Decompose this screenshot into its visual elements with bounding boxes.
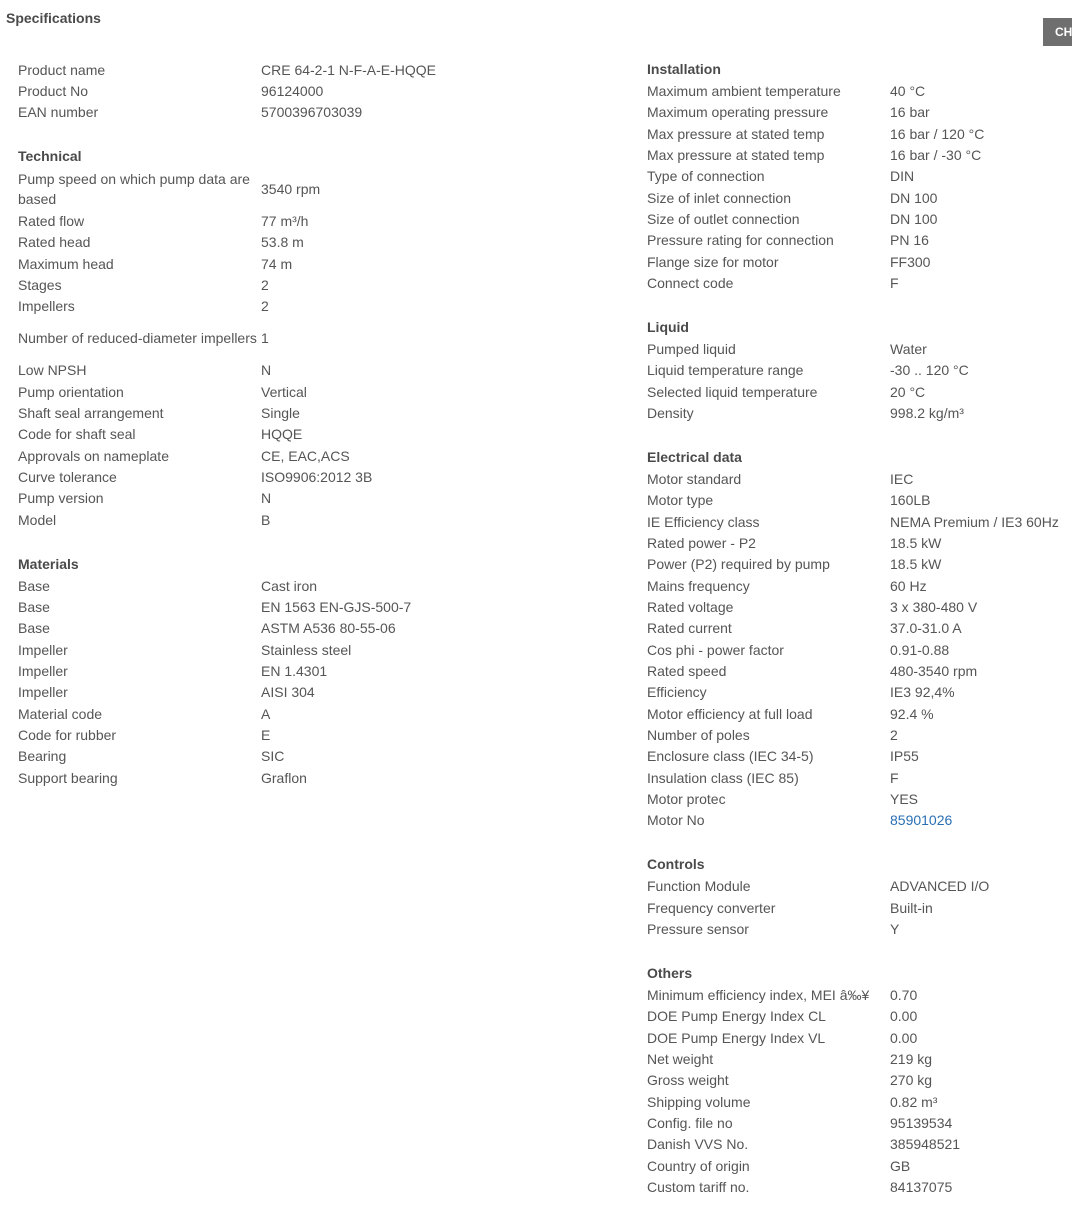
spec-value: 20 °C [890,383,926,400]
spec-row [18,102,458,123]
spec-row [647,810,1072,831]
spec-label: Pressure sensor [647,920,749,937]
spec-label: Rated current [647,620,732,637]
spec-label: Rated flow [18,212,85,229]
spec-label: Efficiency [647,684,707,701]
spec-label: EAN number [18,104,99,121]
spec-row [18,168,458,211]
spec-row [647,251,1072,272]
spec-label: Product No [18,83,89,100]
spec-value: Graflon [261,769,307,786]
spec-row [18,746,458,767]
spec-label: Insulation class (IEC 85) [647,769,799,786]
spec-value: 3 x 380-480 V [890,598,978,615]
spec-value: 77 m³/h [261,212,309,229]
spec-row [18,80,458,101]
spec-section-installation [647,59,1072,294]
spec-label: Size of outlet connection [647,211,800,228]
spec-label: Mains frequency [647,577,750,594]
spec-label: Approvals on nameplate [18,447,169,464]
spec-row [647,208,1072,229]
spec-value: 0.00 [890,1029,918,1046]
spec-value: ISO9906:2012 3B [261,469,373,486]
page-title: Specifications [6,10,101,26]
spec-label: Pumped liquid [647,340,736,357]
spec-value: 92.4 % [890,705,934,722]
spec-row [18,210,458,231]
spec-row [647,1112,1072,1133]
spec-label: Model [18,511,57,528]
spec-row [647,1048,1072,1069]
section-title: Others [647,964,693,981]
spec-row [647,554,1072,575]
spec-value: SIC [261,748,285,765]
spec-value: DN 100 [890,211,938,228]
spec-value: 53.8 m [261,234,304,251]
spec-value: Single [261,405,300,422]
spec-value: YES [890,791,919,808]
spec-label: Motor efficiency at full load [647,705,813,722]
spec-value: GB [890,1157,911,1174]
spec-value: IP55 [890,748,919,765]
spec-value: 480-3540 rpm [890,662,978,679]
spec-label: Shipping volume [647,1093,751,1110]
spec-row [647,402,1072,423]
spec-row [18,639,458,660]
spec-label: Frequency converter [647,899,776,916]
section-title: Technical [18,148,82,165]
spec-row [647,918,1072,939]
spec-label: Motor protec [647,791,726,808]
spec-label: Base [18,577,50,594]
spec-value: DIN [890,168,915,185]
spec-row [18,724,458,745]
spec-row [647,1070,1072,1091]
spec-row [18,488,458,509]
spec-section-technical [18,146,458,530]
spec-value: PN 16 [890,232,929,249]
spec-value: 160LB [890,492,931,509]
spec-label: Motor No [647,812,705,829]
spec-value: DN 100 [890,189,938,206]
spec-label: DOE Pump Energy Index CL [647,1008,826,1025]
spec-row [647,1155,1072,1176]
spec-row [647,788,1072,809]
spec-value: E [261,727,271,744]
spec-row [647,703,1072,724]
spec-row [647,166,1072,187]
spec-label: Pump version [18,490,104,507]
spec-label: Support bearing [18,769,118,786]
spec-value: IE3 92,4% [890,684,955,701]
spec-row [647,984,1072,1005]
spec-label: Base [18,598,50,615]
spec-row [647,767,1072,788]
spec-label: Net weight [647,1050,714,1067]
spec-value: 18.5 kW [890,534,942,551]
spec-value: 1 [261,330,269,347]
spec-value: 3540 rpm [261,180,321,197]
right-spec-column [647,59,1072,1221]
spec-value: N [261,490,272,507]
spec-label: Low NPSH [18,362,87,379]
spec-value: 998.2 kg/m³ [890,405,964,422]
spec-label: Rated speed [647,662,727,679]
spec-row [18,509,458,530]
spec-value: 2 [261,298,269,315]
spec-label: Density [647,405,694,422]
spec-section-electrical-data [647,447,1072,831]
spec-value: 16 bar / -30 °C [890,147,982,164]
spec-label: Config. file no [647,1114,733,1131]
spec-value: B [261,511,271,528]
spec-label: Impeller [18,662,68,679]
spec-row [647,724,1072,745]
spec-row [18,445,458,466]
spec-row [18,660,458,681]
spec-value: CE, EAC,ACS [261,447,350,464]
spec-row [647,660,1072,681]
spec-label: Rated voltage [647,598,734,615]
spec-value: FF300 [890,253,931,270]
spec-value: HQQE [261,426,303,443]
spec-value: IEC [890,470,914,487]
spec-label: Rated head [18,234,91,251]
spec-value: Water [890,340,927,357]
spec-label: Curve tolerance [18,469,117,486]
spec-label: Power (P2) required by pump [647,556,830,573]
spec-label: Code for rubber [18,727,117,744]
spec-value: 96124000 [261,83,324,100]
spec-value: 2 [890,727,898,744]
spec-row [647,1176,1072,1197]
spec-value: ADVANCED I/O [890,878,990,895]
spec-row [647,511,1072,532]
spec-label: Bearing [18,748,67,765]
spec-value: Cast iron [261,577,318,594]
spec-label: Number of poles [647,727,750,744]
spec-value: Stainless steel [261,641,352,658]
spec-label: Motor type [647,492,714,509]
spec-label: Selected liquid temperature [647,383,818,400]
spec-row [18,575,458,596]
spec-section-liquid [647,317,1072,424]
spec-value: F [890,275,899,292]
spec-row [18,596,458,617]
spec-section-general [18,59,458,123]
spec-label: Maximum ambient temperature [647,83,841,100]
spec-label: Cos phi - power factor [647,641,784,658]
spec-label: Pump speed on which pump data are based [18,170,250,207]
spec-row [647,618,1072,639]
spec-value: CRE 64-2-1 N-F-A-E-HQQE [261,61,437,78]
spec-value: F [890,769,899,786]
section-title: Controls [647,856,705,873]
corner-tab-button[interactable]: CH [1043,18,1072,46]
spec-value: 60 Hz [890,577,927,594]
spec-label: Enclosure class (IEC 34-5) [647,748,814,765]
spec-label: Rated power - P2 [647,534,756,551]
spec-value: A [261,705,271,722]
section-title: Electrical data [647,448,742,465]
spec-row [647,639,1072,660]
spec-value: -30 .. 120 °C [890,362,969,379]
spec-value: 18.5 kW [890,556,942,573]
spec-value: 40 °C [890,83,926,100]
spec-section-controls [647,854,1072,939]
spec-value: 16 bar / 120 °C [890,125,985,142]
spec-row [647,144,1072,165]
spec-row [647,102,1072,123]
spec-label: Base [18,620,50,637]
spec-value: 270 kg [890,1072,933,1089]
spec-row [18,232,458,253]
spec-row [647,80,1072,101]
spec-label: Maximum head [18,255,114,272]
spec-label: Number of reduced-diameter impellers [18,330,257,347]
spec-value: 0.00 [890,1008,918,1025]
spec-label: Code for shaft seal [18,426,136,443]
spec-value: 385948521 [890,1136,961,1153]
spec-label: Motor standard [647,470,742,487]
spec-label: Custom tariff no. [647,1178,750,1195]
spec-label: Impellers [18,298,75,315]
spec-label: Minimum efficiency index, MEI â‰¥ [647,986,870,1003]
spec-value: Vertical [261,383,307,400]
spec-row [18,381,458,402]
spec-value: 0.91-0.88 [890,641,950,658]
spec-label: Connect code [647,275,734,292]
spec-value: Y [890,920,900,937]
spec-row [647,1006,1072,1027]
spec-label: Function Module [647,878,751,895]
spec-row [647,746,1072,767]
spec-label: DOE Pump Energy Index VL [647,1029,826,1046]
spec-label: Max pressure at stated temp [647,147,825,164]
spec-value-link[interactable]: 85901026 [890,812,953,829]
spec-row [647,490,1072,511]
spec-row [647,123,1072,144]
spec-value: EN 1563 EN-GJS-500-7 [261,598,412,615]
spec-value: 74 m [261,255,293,272]
spec-row [647,876,1072,897]
spec-section-materials [18,554,458,789]
spec-value: 95139534 [890,1114,953,1131]
spec-section-others [647,963,1072,1198]
spec-row [18,466,458,487]
spec-row [18,402,458,423]
spec-row [647,230,1072,251]
section-title: Materials [18,555,79,572]
spec-row [647,1027,1072,1048]
spec-row [18,296,458,317]
spec-label: Impeller [18,684,68,701]
spec-row [18,317,458,360]
spec-value: N [261,362,272,379]
spec-row [18,274,458,295]
spec-label: Impeller [18,641,68,658]
spec-value: Built-in [890,899,933,916]
spec-value: 2 [261,276,269,293]
spec-label: Shaft seal arrangement [18,405,164,422]
spec-value: 0.70 [890,986,918,1003]
spec-row [647,187,1072,208]
spec-row [647,272,1072,293]
spec-label: Liquid temperature range [647,362,804,379]
spec-row [18,59,458,80]
section-title: Liquid [647,318,689,335]
spec-row [647,532,1072,553]
spec-value: AISI 304 [261,684,315,701]
spec-value: 84137075 [890,1178,953,1195]
spec-row [647,360,1072,381]
spec-row [647,338,1072,359]
spec-row [647,1134,1072,1155]
spec-row [647,468,1072,489]
spec-label: Gross weight [647,1072,729,1089]
spec-value: EN 1.4301 [261,662,328,679]
spec-label: Country of origin [647,1157,750,1174]
spec-value: 5700396703039 [261,104,363,121]
left-spec-column [18,59,458,812]
spec-row [647,1091,1072,1112]
spec-row [647,682,1072,703]
spec-label: Product name [18,61,106,78]
spec-value: 16 bar [890,104,930,121]
spec-label: Max pressure at stated temp [647,125,825,142]
spec-row [18,703,458,724]
spec-label: IE Efficiency class [647,513,760,530]
spec-row [18,767,458,788]
spec-label: Material code [18,705,103,722]
spec-row [18,618,458,639]
spec-row [647,575,1072,596]
spec-row [647,381,1072,402]
spec-value: ASTM A536 80-55-06 [261,620,396,637]
spec-row [18,424,458,445]
spec-row [18,253,458,274]
spec-value: 219 kg [890,1050,933,1067]
section-title: Installation [647,61,721,77]
spec-label: Size of inlet connection [647,189,791,206]
spec-label: Type of connection [647,168,765,185]
spec-label: Maximum operating pressure [647,104,829,121]
spec-row [18,360,458,381]
spec-row [647,596,1072,617]
spec-label: Pump orientation [18,383,124,400]
spec-value: 37.0-31.0 A [890,620,962,637]
spec-value: 0.82 m³ [890,1093,938,1110]
spec-label: Pressure rating for connection [647,232,834,249]
spec-value: NEMA Premium / IE3 60Hz [890,513,1059,530]
spec-row [18,682,458,703]
spec-row [647,897,1072,918]
spec-label: Danish VVS No. [647,1136,749,1153]
spec-label: Stages [18,276,62,293]
spec-label: Flange size for motor [647,253,779,270]
